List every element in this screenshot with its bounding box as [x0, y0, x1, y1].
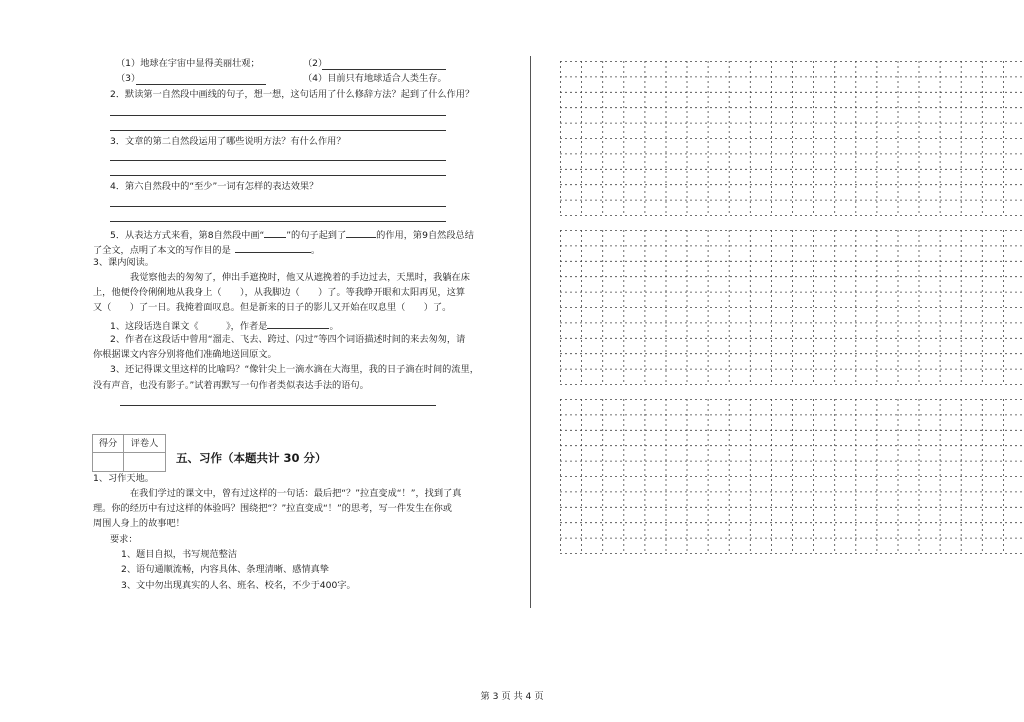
writing-paragraph-line: 理。你的经历中有过这样的体验吗？围绕把“？”拉直变成“！”的思考，写一件发生在你或 — [93, 503, 452, 514]
reading-question-3: 3、还记得课文里这样的比喻吗？“像针尖上一滴水滴在大海里，我的日子滴在时间的流里， — [110, 364, 479, 375]
answer-line — [110, 115, 446, 116]
reading-question-1: 1、这段话选自课文《 》，作者是 。 — [110, 318, 339, 333]
q1-item-3: （3） — [116, 73, 141, 84]
blank — [346, 227, 376, 238]
column-divider — [530, 56, 531, 608]
score-label: 得分 — [93, 435, 124, 453]
question-5-line-2: 了全文，点明了本文的写作目的是 。 — [93, 242, 320, 257]
reading-question-2: 2、作者在这段话中曾用“溜走、飞去、跨过、闪过”等四个词语描述时间的来去匆匆，请 — [110, 334, 466, 345]
answer-line — [110, 175, 446, 176]
reading-question-3-cont: 没有声音，也没有影子。”试着再默写一句作者类似表达手法的语句。 — [93, 380, 369, 391]
q1-item-2: （2） — [303, 58, 328, 69]
score-box — [92, 434, 166, 472]
question-4: 4．第六自然段中的“至少”一词有怎样的表达效果？ — [110, 181, 319, 192]
answer-line — [110, 130, 446, 131]
requirement-item: 2、语句通顺流畅，内容具体、条理清晰、感情真挚 — [121, 564, 329, 575]
reading-heading: 3、课内阅读。 — [93, 257, 154, 268]
answer-line — [136, 84, 266, 85]
writing-paragraph-line: 周围人身上的故事吧！ — [93, 518, 185, 529]
answer-line — [120, 405, 436, 406]
writing-grid-1 — [560, 61, 1024, 216]
requirement-item: 3、文中勿出现真实的人名、班名、校名，不少于400字。 — [121, 580, 356, 591]
answer-line — [110, 206, 446, 207]
question-2: 2．默读第一自然段中画线的句子，想一想，这句话用了什么修辞方法？起到了什么作用？ — [110, 89, 475, 100]
blank — [235, 242, 311, 253]
writing-paragraph-line: 在我们学过的课文中，曾有过这样的一句话：最后把“？”拉直变成“！”，找到了真 — [130, 488, 462, 499]
reading-paragraph-line: 又（ ）了一日。我掩着面叹息。但是新来的日子的影儿又开始在叹息里（ ）了。 — [93, 302, 452, 313]
q1-item-1: （1）地球在宇宙中显得美丽壮观； — [116, 58, 260, 69]
blank — [267, 318, 329, 329]
reading-paragraph-line: 上，他便伶伶俐俐地从我身上（ ），从我脚边（ ）了。等我睁开眼和太阳再见，这算 — [93, 287, 466, 298]
reading-question-2-cont: 你根据课文内容分别将他们准确地送回原文。 — [93, 349, 277, 360]
requirements-label: 要求： — [110, 534, 138, 545]
section-5-title: 五、习作（本题共计 30 分） — [176, 451, 327, 465]
question-3: 3．文章的第二自然段运用了哪些说明方法？有什么作用？ — [110, 136, 346, 147]
q1-item-4: （4）目前只有地球适合人类生存。 — [303, 73, 447, 84]
question-5-line-1: 5．从表达方式来看，第8自然段中画“ ”的句子起到了 的作用，第9自然段总结 — [110, 227, 474, 242]
requirement-item: 1、题目自拟，书写规范整洁 — [121, 549, 238, 560]
answer-line — [110, 160, 446, 161]
writing-heading: 1、习作天地。 — [93, 473, 154, 484]
page-footer: 第 3 页 共 4 页 — [480, 691, 544, 702]
reading-paragraph-line: 我觉察他去的匆匆了，伸出手遮挽时，他又从遮挽着的手边过去，天黑时，我躺在床 — [130, 272, 470, 283]
grader-label: 评卷人 — [124, 435, 165, 453]
writing-grid-3 — [560, 399, 1024, 554]
answer-line — [110, 221, 446, 222]
answer-line — [322, 69, 446, 70]
writing-grid-2 — [560, 230, 1024, 385]
blank — [264, 227, 286, 238]
